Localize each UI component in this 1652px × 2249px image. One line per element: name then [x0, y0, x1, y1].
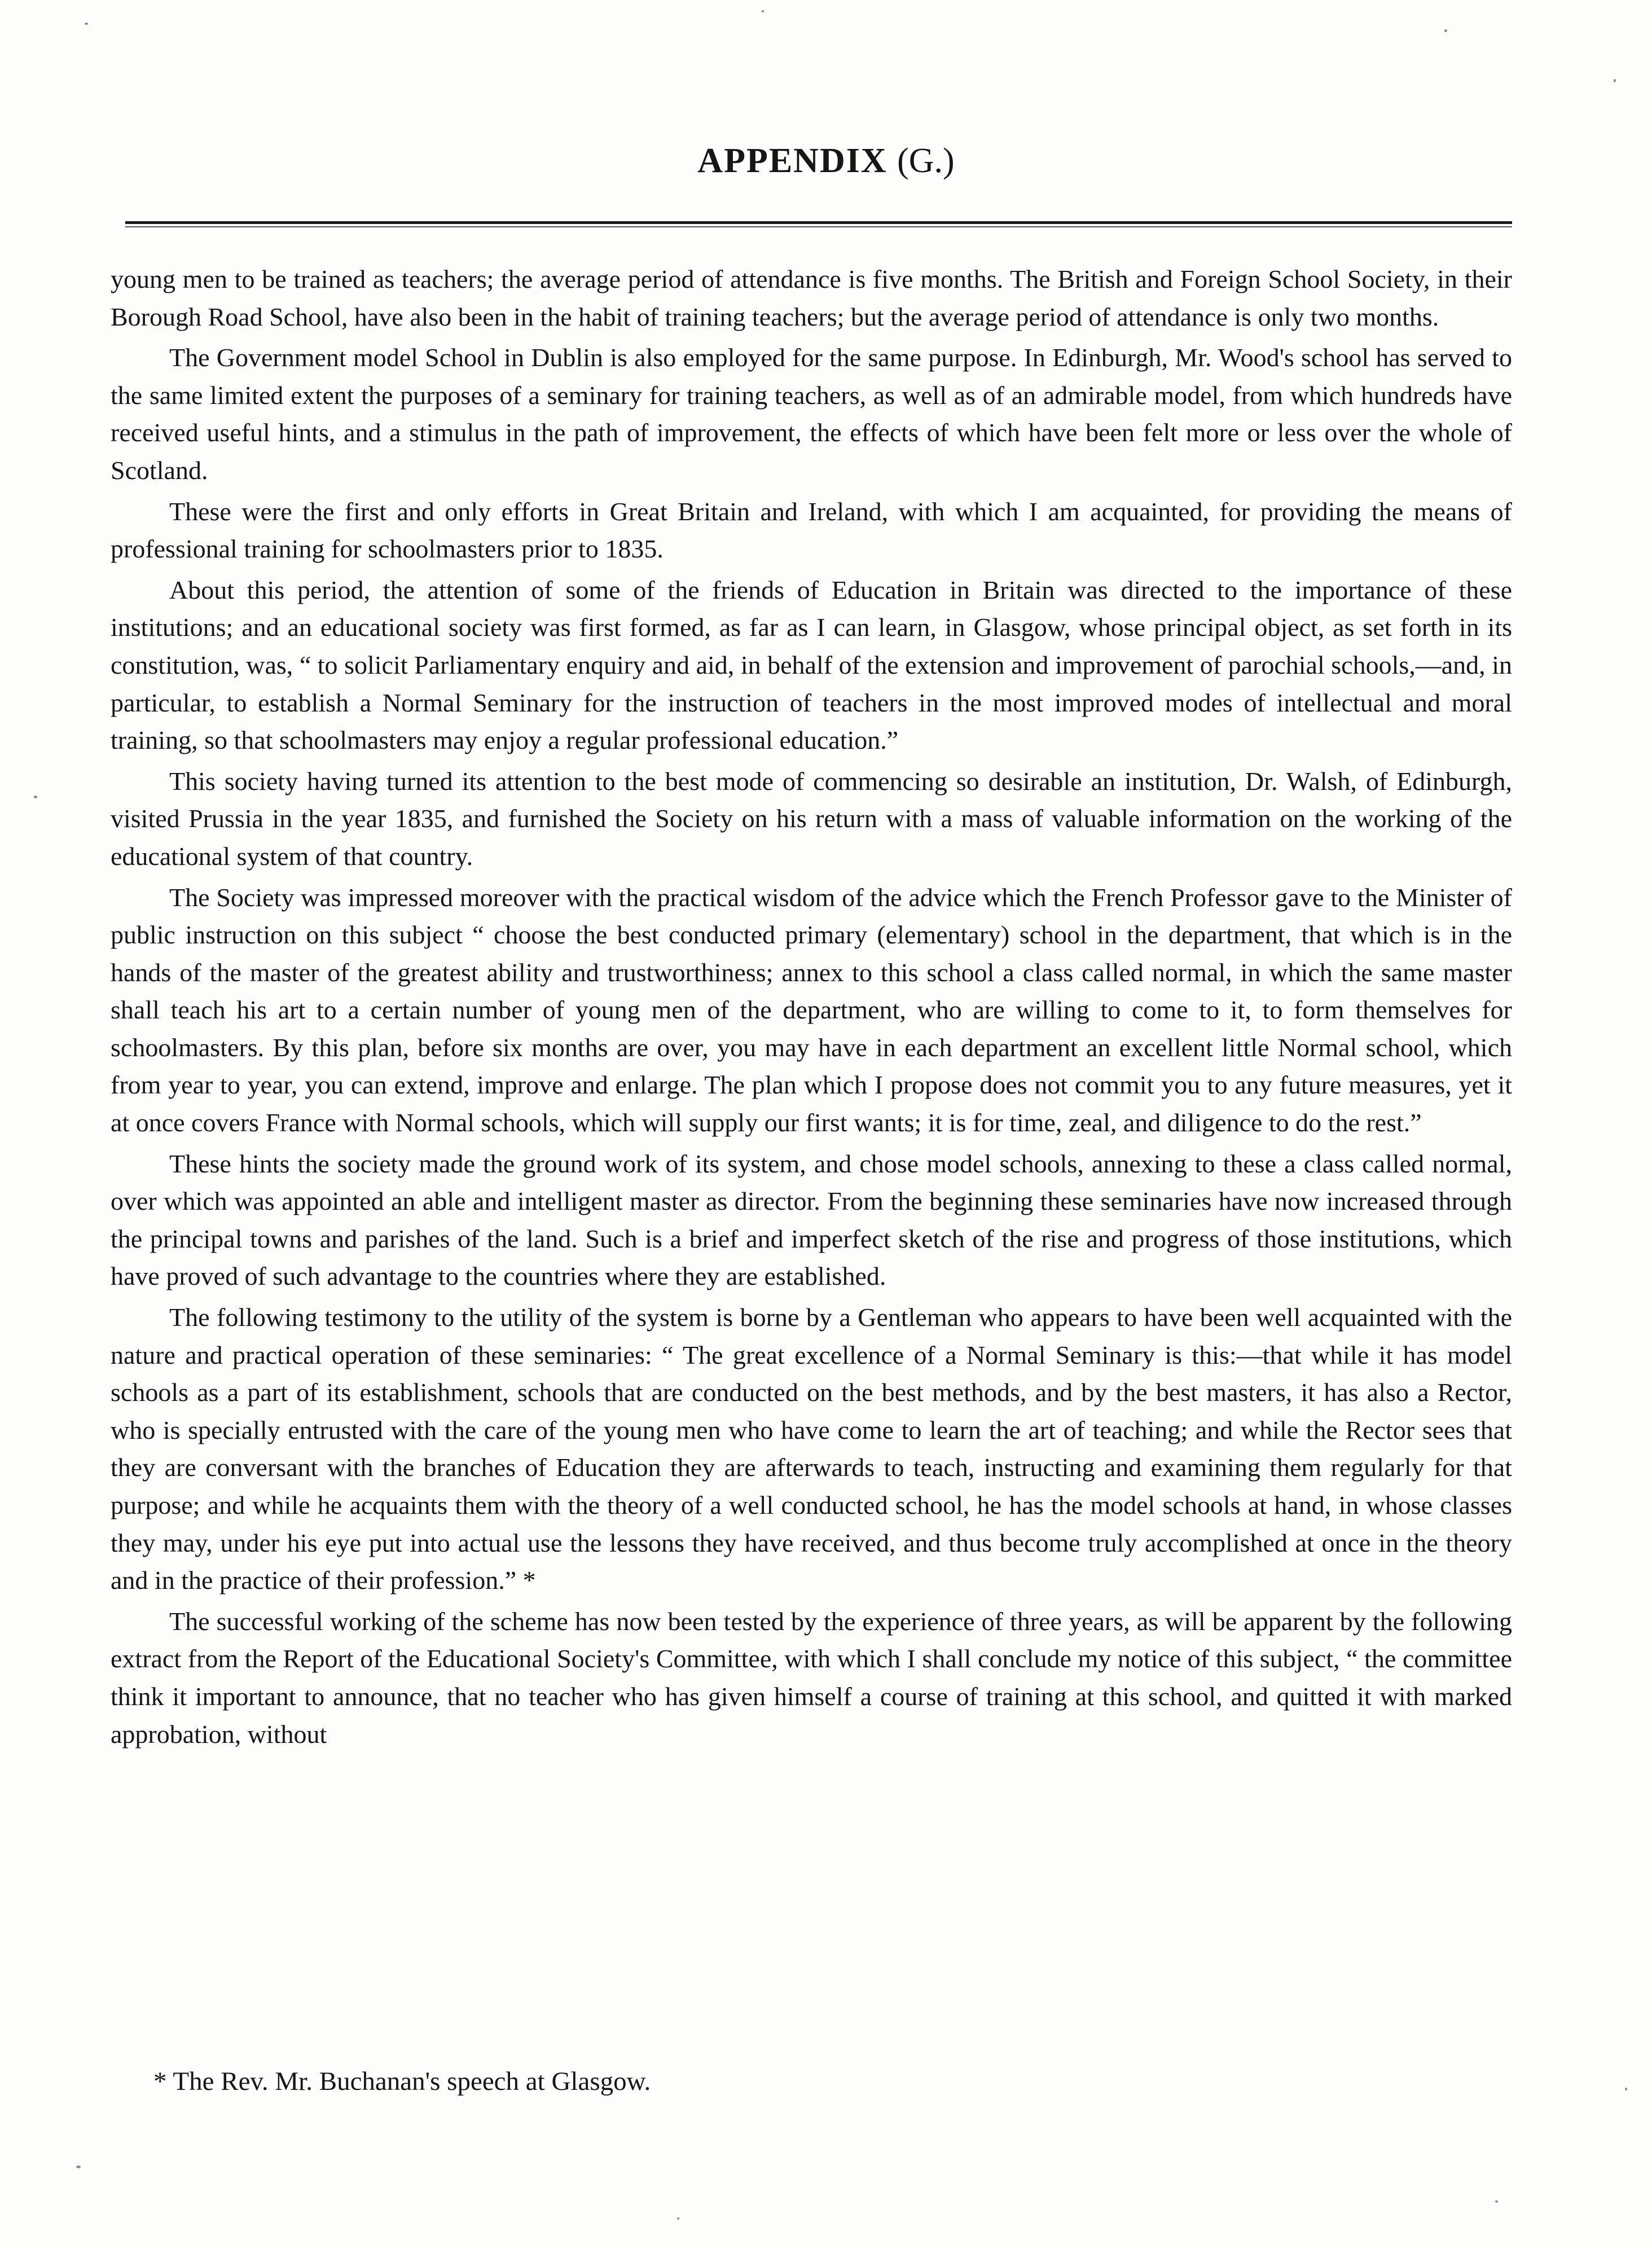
- paragraph-9: The successful working of the scheme has now been tested by the experience of three years, as will be apparent by the following extract from the Report of the Educational Society's Committee, with which I shall conclude my notice of this subject, “ the committee think it important to announce, that no teacher who has given himself a course of training at this school, and quitted it with marked approbation, without: [111, 1606, 1512, 1749]
- paragraph-7: These hints the society made the ground work of its system, and chose model schools, annexing to these a class called normal, over which was appointed an able and intelligent master as director. From the beginning these seminaries have now increased through the principal towns and parishes of the land. Such is a brief and imperfect sketch of the rise and progress of those institutions, which have proved of such advantage to the countries where they are established.: [111, 1149, 1512, 1291]
- paragraph-3: These were the first and only efforts in Great Britain and Ireland, with which I am acquainted, for providing the means of professional training for schoolmasters prior to 1835.: [111, 497, 1512, 564]
- scan-speck: [1444, 29, 1447, 32]
- page-heading: [0, 141, 1652, 181]
- paragraph-8: The following testimony to the utility of the system is borne by a Gentleman who appears to have been well acquainted with the nature and practical operation of these seminaries: “ The great excellence of a Normal Seminary is this:—that while it has model schools as a part of its establishment, schools that are conducted on the best methods, and by the best masters, it has also a Rector, who is specially entrusted with the care of the young men who have come to learn the art of teaching; and while the Rector sees that they are conversant with the branches of Education they are afterwards to teach, instructing and examining them regularly for that purpose; and while he acquaints them with the theory of a well conducted school, he has the model schools at hand, in whose classes they may, under his eye put into actual use the lessons they have received, and thus become truly accomplished at once in the theory and in the practice of their profession.” *: [111, 1303, 1512, 1595]
- paragraph-2: The Government model School in Dublin is also employed for the same purpose. In Edinburgh, Mr. Wood's school has served to the same limited extent the purposes of a seminary for training teachers, as well as of an admirable model, from which hundreds have received useful hints, and a stimulus in the path of improvement, the effects of which have been felt more or less over the whole of Scotland.: [111, 343, 1512, 485]
- paragraph-1: young men to be trained as teachers; the average period of attendance is five months. The British and Foreign School Society, in their Borough Road School, have also been in the habit of training teachers; but the average period of attendance is only two months.: [111, 265, 1512, 331]
- scan-speck: [1495, 2200, 1498, 2203]
- scan-speck: [677, 2217, 679, 2220]
- body-text: [111, 261, 1512, 1756]
- heading-suffix: (G.): [897, 142, 955, 180]
- scan-speck: [34, 796, 37, 798]
- heading-title: APPENDIX: [697, 142, 887, 180]
- paragraph-5: This society having turned its attention to the best mode of commencing so desirable an institution, Dr. Walsh, of Edinburgh, visited Prussia in the year 1835, and furnished the Society on his return with a mass of valuable information on the working of the educational system of that country.: [111, 766, 1512, 871]
- paragraph-4: About this period, the attention of some of the friends of Education in Britain was directed to the importance of these institutions; and an educational society was first formed, as far as I can learn, in Glasgow, whose principal object, as set forth in its constitution, was, “ to solicit Parliamentary enquiry and aid, in behalf of the extension and improvement of parochial schools,—and, in particular, to establish a Normal Seminary for the instruction of teachers in the most improved modes of intellectual and moral training, so that schoolmasters may enjoy a regular professional education.”: [111, 575, 1512, 755]
- footnote: * The Rev. Mr. Buchanan's speech at Glasgow.: [153, 2067, 651, 2096]
- scan-speck: [76, 2165, 81, 2168]
- heading-rule-thin: [125, 226, 1512, 227]
- heading-rule: [125, 221, 1512, 224]
- scan-speck: [762, 10, 764, 12]
- scan-speck: [85, 23, 88, 25]
- scan-speck: [1614, 79, 1616, 82]
- paragraph-6: The Society was impressed moreover with the practical wisdom of the advice which the French Professor gave to the Minister of public instruction on this subject “ choose the best conducted primary (elementary) school in the department, that which is in the hands of the master of the greatest ability and trustworthiness; annex to this school a class called normal, in which the same master shall teach his art to a certain number of young men of the department, who are willing to come to it, to form themselves for schoolmasters. By this plan, before six months are over, you may have in each department an excellent little Normal school, which from year to year, you can extend, improve and enlarge. The plan which I propose does not commit you to any future measures, yet it at once covers France with Normal schools, which will supply our first wants; it is for time, zeal, and diligence to do the rest.”: [111, 882, 1512, 1137]
- scan-speck: [1625, 2088, 1627, 2090]
